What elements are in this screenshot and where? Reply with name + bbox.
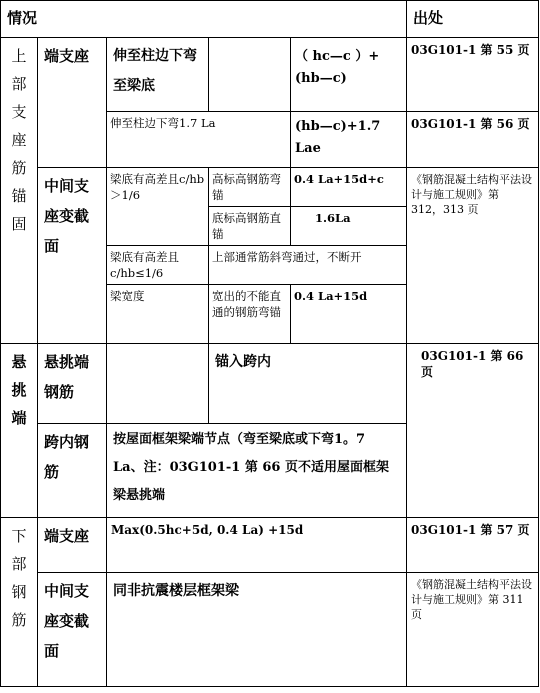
top-middle-source: 《钢筋混凝土结构平法设计与施工规则》第 312，313 页 [407, 168, 539, 344]
top-mid-case1-cond: 梁底有高差且c/hb＞1/6 [107, 168, 209, 246]
bottom-section-label: 下部钢筋 [1, 518, 38, 687]
bottom-end-support-label: 端支座 [38, 518, 107, 573]
top-mid-case2-desc: 上部通常筋斜弯通过，不断开 [209, 246, 407, 285]
top-end-row2-formula: (hb—c)+1.7 Lae [291, 112, 407, 168]
top-mid-case2-cond: 梁底有高差且c/hb≤1/6 [107, 246, 209, 285]
top-end-row2-desc: 伸至柱边下弯1.7 La [107, 112, 291, 168]
top-mid-case3-formula: 0.4 La+15d [291, 285, 407, 344]
header-situation: 情况 [1, 1, 407, 38]
top-section-label: 上部支座筋锚固 [1, 38, 38, 344]
top-end-row1-desc: 伸至柱边下弯至梁底 [107, 38, 209, 112]
cantilever-inner-label: 跨内钢筋 [38, 424, 107, 518]
cantilever-inner-desc: 按屋面框架梁端节点（弯至梁底或下弯1。7 La、注：03G101-1 第 66 页不适用屋面框架梁悬挑端 [107, 424, 407, 518]
top-mid-case1-high-label: 高标高钢筋弯锚 [209, 168, 291, 207]
top-end-row1-formula: （ hc—c ）+(hb—c) [291, 38, 407, 112]
top-mid-case3-label: 宽出的不能直通的钢筋弯锚 [209, 285, 291, 344]
cantilever-end-empty [107, 344, 209, 424]
top-mid-case1-low-label: 底标高钢筋直锚 [209, 207, 291, 246]
top-end-support-label: 端支座 [38, 38, 107, 168]
bottom-middle-desc: 同非抗震楼层框架梁 [107, 573, 407, 687]
bottom-end-source: 03G101-1 第 57 页 [407, 518, 539, 573]
bottom-end-formula: Max(0.5hc+5d, 0.4 La) +15d [107, 518, 407, 573]
top-end-row2-source: 03G101-1 第 56 页 [407, 112, 539, 168]
top-middle-support-label: 中间支座变截面 [38, 168, 107, 344]
top-mid-case3-cond: 梁宽度 [107, 285, 209, 344]
bottom-middle-source: 《钢筋混凝土结构平法设计与施工规则》第 311 页 [407, 573, 539, 687]
top-end-row1-empty [209, 38, 291, 112]
cantilever-source: 03G101-1 第 66 页 [407, 344, 539, 518]
cantilever-section-label: 悬挑端 [1, 344, 38, 518]
bottom-middle-support-label: 中间支座变截面 [38, 573, 107, 687]
top-end-row1-source: 03G101-1 第 55 页 [407, 38, 539, 112]
top-mid-case1-low-formula: 1.6La [291, 207, 407, 246]
top-mid-case1-high-formula: 0.4 La+15d+c [291, 168, 407, 207]
header-source: 出处 [407, 1, 539, 38]
cantilever-end-label: 悬挑端钢筋 [38, 344, 107, 424]
cantilever-end-desc: 锚入跨内 [209, 344, 407, 424]
